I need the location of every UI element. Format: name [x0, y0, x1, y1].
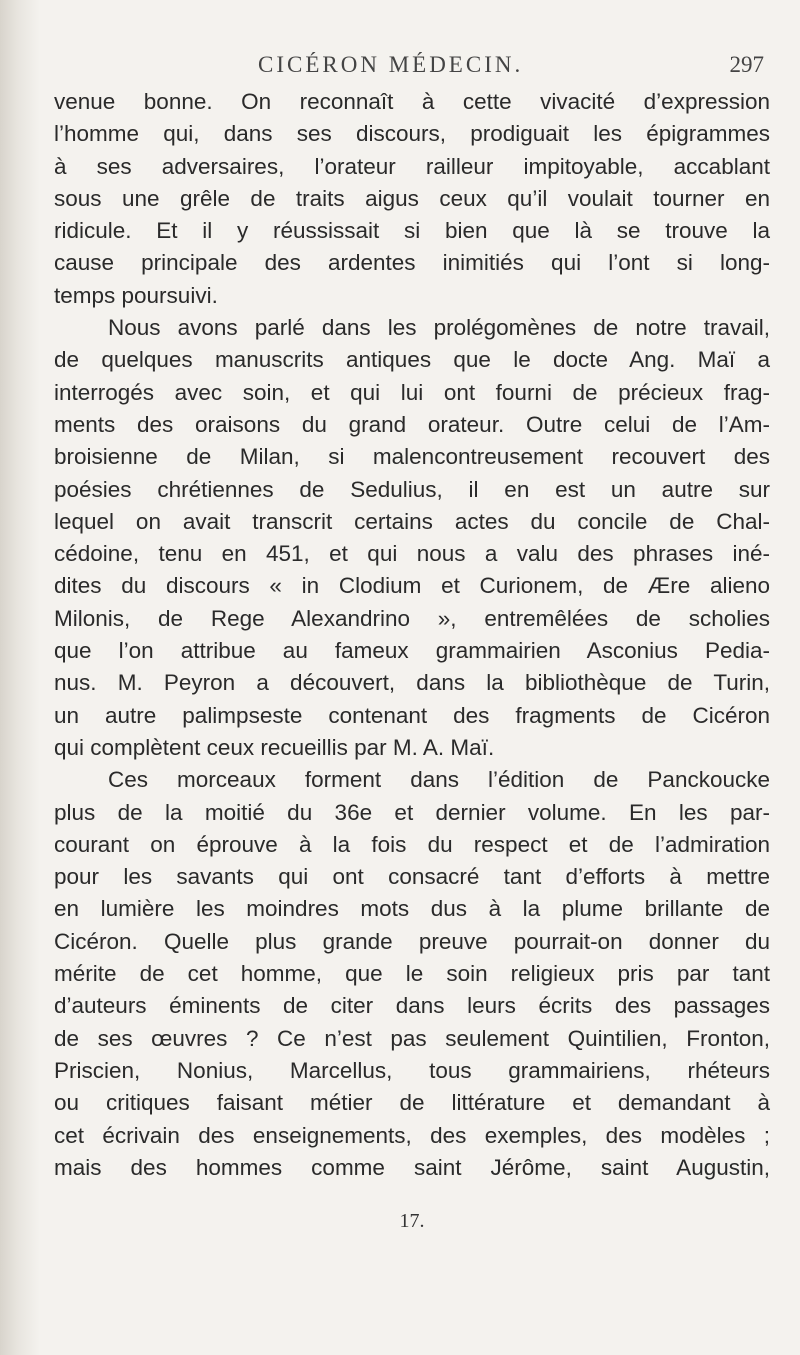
text-line: broisienne de Milan, si malencontreusement recouvert des — [54, 444, 770, 470]
body-text — [54, 86, 770, 1184]
signature-mark: 17. — [399, 1210, 425, 1232]
text-line: temps poursuivi. — [54, 282, 218, 308]
text-line: lequel on avait transcrit certains actes du concile de Chal- — [54, 508, 770, 534]
book-gutter-shadow — [0, 0, 40, 1355]
text-line: que l’on attribue au fameux grammairien Asconius Pedia- — [54, 638, 770, 664]
text-line: interrogés avec soin, et qui lui ont fourni de précieux frag- — [54, 379, 770, 405]
text-line: cet écrivain des enseignements, des exemples, des modèles ; — [54, 1122, 770, 1148]
text-line: Ces morceaux forment dans l’édition de Panckoucke — [108, 767, 770, 793]
text-line: courant on éprouve à la fois du respect et de l’admiration — [54, 831, 770, 857]
text-line: un autre palimpseste contenant des fragments de Cicéron — [54, 702, 770, 728]
text-line: qui complètent ceux recueillis par M. A. Maï. — [54, 734, 495, 760]
text-line: mérite de cet homme, que le soin religieux pris par tant — [54, 961, 770, 987]
text-line: Priscien, Nonius, Marcellus, tous grammairiens, rhéteurs — [54, 1057, 770, 1083]
text-line: à ses adversaires, l’orateur railleur impitoyable, accablant — [54, 153, 770, 179]
text-line: en lumière les moindres mots dus à la plume brillante de — [54, 896, 770, 922]
text-line: mais des hommes comme saint Jérôme, saint Augustin, — [54, 1154, 770, 1180]
text-line: cédoine, tenu en 451, et qui nous a valu des phrases iné- — [54, 541, 770, 567]
paragraph — [54, 312, 770, 764]
text-line: ments des oraisons du grand orateur. Outre celui de l’Am- — [54, 411, 770, 437]
running-title: CICÉRON MÉDECIN. — [258, 52, 524, 77]
text-line: Milonis, de Rege Alexandrino », entremêlées de scholies — [54, 605, 770, 631]
paragraph — [54, 86, 770, 312]
text-line: l’homme qui, dans ses discours, prodiguait les épigrammes — [54, 121, 770, 147]
text-line: plus de la moitié du 36e et dernier volume. En les par- — [54, 799, 770, 825]
text-line: dites du discours « in Clodium et Curionem, de Ære alieno — [54, 573, 770, 599]
text-line: sous une grêle de traits aigus ceux qu’il voulait tourner en — [54, 185, 770, 211]
text-line: nus. M. Peyron a découvert, dans la bibliothèque de Turin, — [54, 670, 770, 696]
text-line: Cicéron. Quelle plus grande preuve pourrait-on donner du — [54, 928, 770, 954]
page-number: 297 — [729, 52, 764, 77]
page-header — [0, 52, 800, 84]
text-line: de quelques manuscrits antiques que le docte Ang. Maï a — [54, 347, 770, 373]
text-line: ou critiques faisant métier de littérature et demandant à — [54, 1090, 770, 1116]
text-line: Nous avons parlé dans les prolégomènes de notre travail, — [108, 315, 770, 341]
text-line: ridicule. Et il y réussissait si bien que là se trouve la — [54, 218, 770, 244]
text-line: pour les savants qui ont consacré tant d’efforts à mettre — [54, 864, 770, 890]
text-line: de ses œuvres ? Ce n’est pas seulement Quintilien, Fronton, — [54, 1025, 770, 1051]
text-line: cause principale des ardentes inimitiés qui l’ont si long- — [54, 250, 770, 276]
text-line: poésies chrétiennes de Sedulius, il en est un autre sur — [54, 476, 770, 502]
text-line: d’auteurs éminents de citer dans leurs écrits des passages — [54, 993, 770, 1019]
text-line: venue bonne. On reconnaît à cette vivacité d’expression — [54, 89, 770, 114]
paragraph — [54, 764, 770, 1184]
